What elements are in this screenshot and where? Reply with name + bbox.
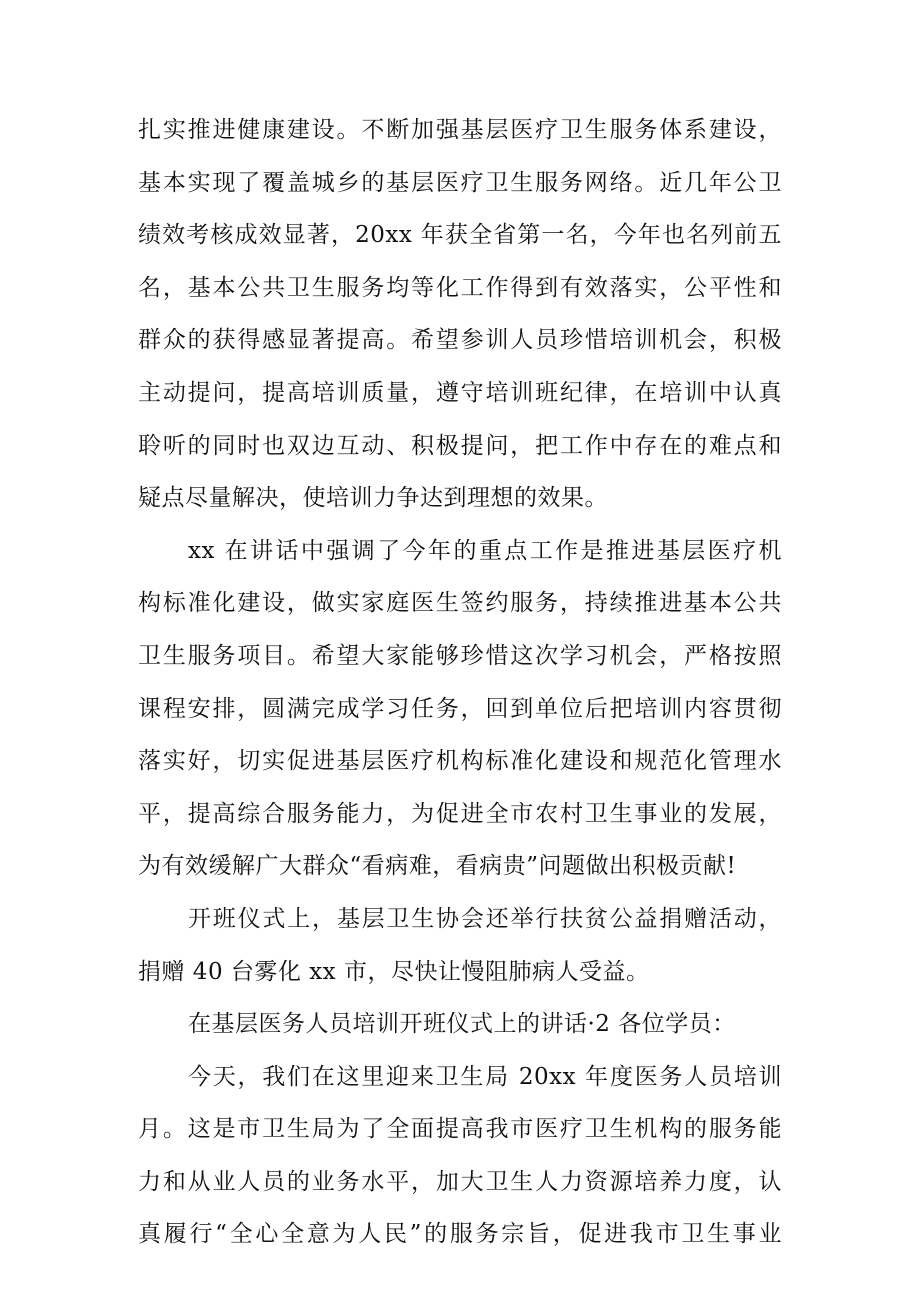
text-line: 主动提问，提高培训质量，遵守培训班纪律，在培训中认真 — [138, 379, 782, 406]
text-line: xx 在讲话中强调了今年的重点工作是推进基层医疗机 — [188, 537, 782, 564]
speech-heading-line: 在基层医务人员培训开班仪式上的讲话·2 各位学员： — [188, 1011, 736, 1038]
paragraph-4 — [138, 998, 782, 1051]
text-line: 聆听的同时也双边互动、积极提问，把工作中存在的难点和 — [138, 432, 782, 459]
text-line: 课程安排，圆满完成学习任务，回到单位后把培训内容贯彻 — [138, 695, 782, 722]
text-line: 月。这是市卫生局为了全面提高我市医疗卫生机构的服务能 — [138, 1116, 782, 1143]
text-line: 群众的获得感显著提高。希望参训人员珍惜培训机会，积极 — [138, 327, 782, 354]
document-body — [138, 104, 782, 1261]
text-line: 为有效缓解广大群众“看病难，看病贵”问题做出积极贡献! — [138, 853, 737, 880]
text-line: 捐赠 40 台雾化 xx 市，尽快让慢阻肺病人受益。 — [138, 958, 650, 985]
text-line: 基本实现了覆盖城乡的基层医疗卫生服务网络。近几年公卫 — [138, 169, 782, 196]
text-line: 疑点尽量解决，使培训力争达到理想的效果。 — [138, 485, 608, 512]
text-line: 扎实推进健康建设。不断加强基层医疗卫生服务体系建设， — [138, 117, 782, 143]
text-line: 卫生服务项目。希望大家能够珍惜这次学习机会，严格按照 — [138, 642, 782, 669]
text-line: 力和从业人员的业务水平，加大卫生人力资源培养力度，认 — [138, 1168, 782, 1195]
text-line: 平，提高综合服务能力，为促进全市农村卫生事业的发展， — [138, 800, 782, 827]
text-line: 名，基本公共卫生服务均等化工作得到有效落实，公平性和 — [138, 274, 782, 301]
paragraph-1 — [138, 104, 782, 525]
text-line: 构标准化建设，做实家庭医生签约服务，持续推进基本公共 — [138, 590, 782, 617]
text-line: 开班仪式上，基层卫生协会还举行扶贫公益捐赠活动， — [188, 905, 782, 932]
paragraph-5 — [138, 1051, 782, 1261]
text-line: 真履行“全心全意为人民”的服务宗旨，促进我市卫生事业 — [138, 1221, 782, 1248]
text-line: 今天，我们在这里迎来卫生局 20xx 年度医务人员培训 — [188, 1063, 782, 1090]
text-line: 落实好，切实促进基层医疗机构标准化建设和规范化管理水 — [138, 748, 782, 775]
paragraph-3 — [138, 893, 782, 998]
text-line: 绩效考核成效显著，20xx 年获全省第一名，今年也名列前五 — [138, 222, 782, 249]
paragraph-2 — [138, 525, 782, 893]
